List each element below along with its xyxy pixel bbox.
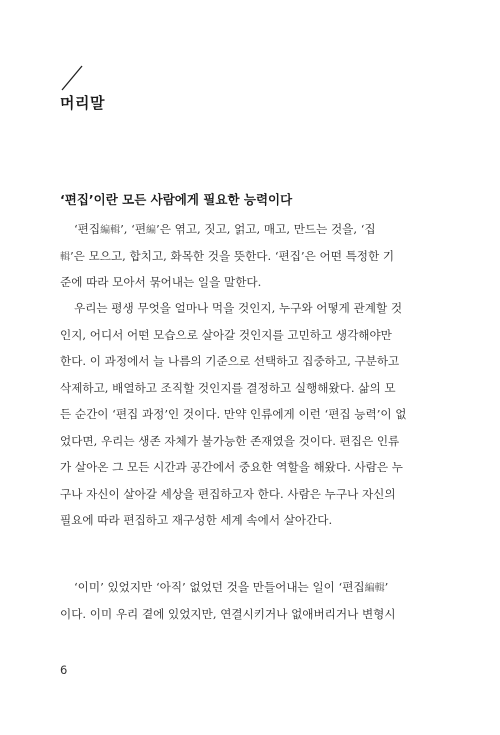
paragraph-line: 한다. 이 과정에서 늘 나름의 기준으로 선택하고 집중하고, 구분하고 [60,354,400,368]
paragraph-line: 필요에 따라 편집하고 재구성한 세계 속에서 살아간다. [60,513,333,527]
paragraph-1 [60,216,440,296]
slash-decoration-icon [60,62,90,92]
paragraph-line: 구나 자신이 살아갈 세상을 편집하고자 한다. 사람은 누구나 자신의 [60,486,396,501]
paragraph-line: 가 살아온 그 모든 시간과 공간에서 중요한 역할을 해왔다. 사람은 누 [60,460,403,474]
text-run: ‘편집 [74,222,101,236]
paragraph-line: 우리는 평생 무엇을 얼마나 먹을 것인지, 누구와 어떻게 관계할 것 [74,301,403,315]
paragraph-line: 삭제하고, 배열하고 조직할 것인지를 결정하고 실행해왔다. 삶의 모 [60,380,396,395]
text-run: ’ [384,580,389,594]
hanja-annotation: 編輯 [364,583,385,594]
hanja-annotation: 輯 [60,251,70,263]
text-run: ‘이미’ 있었지만 ‘아직’ 없었던 것을 만들어내는 일이 ‘편집 [74,580,365,594]
text-run: ’은 엮고, 짓고, 얽고, 매고, 만드는 것을, ‘집 [156,222,376,236]
page-number: 6 [60,663,68,677]
paragraph-2 [60,295,440,534]
paragraph-line: 었다면, 우리는 생존 자체가 불가능한 존재였을 것이다. 편집은 인류 [60,433,400,448]
hanja-annotation: 編輯 [100,225,121,236]
paragraph-line [60,574,440,601]
paragraph-line [60,243,440,270]
hanja-annotation: 編 [146,225,157,236]
paragraph-line: 이다. 이미 우리 곁에 있었지만, 연결시키거나 없애버리거나 변형시 [60,606,396,621]
paragraph-line: 인지, 어디서 어떤 모습으로 살아갈 것인지를 고민하고 생각해야만 [60,327,392,342]
text-run: ’은 모으고, 합치고, 화목한 것을 뜻한다. ‘편집’은 어떤 특정한 기 [70,248,395,263]
paragraph-3 [60,574,440,627]
paragraph-line [60,216,440,243]
text-run: ’, ‘편 [120,222,147,236]
paragraph-line: 든 순간이 ‘편집 과정’인 것이다. 만약 인류에게 이런 ‘편집 능력’이 없 [60,407,407,421]
paragraph-line: 준에 따라 모아서 묶어내는 일을 말한다. [60,275,262,289]
chapter-title: 머리말 [60,94,105,112]
section-heading: ‘편집’이란 모든 사람에게 필요한 능력이다 [60,192,293,207]
